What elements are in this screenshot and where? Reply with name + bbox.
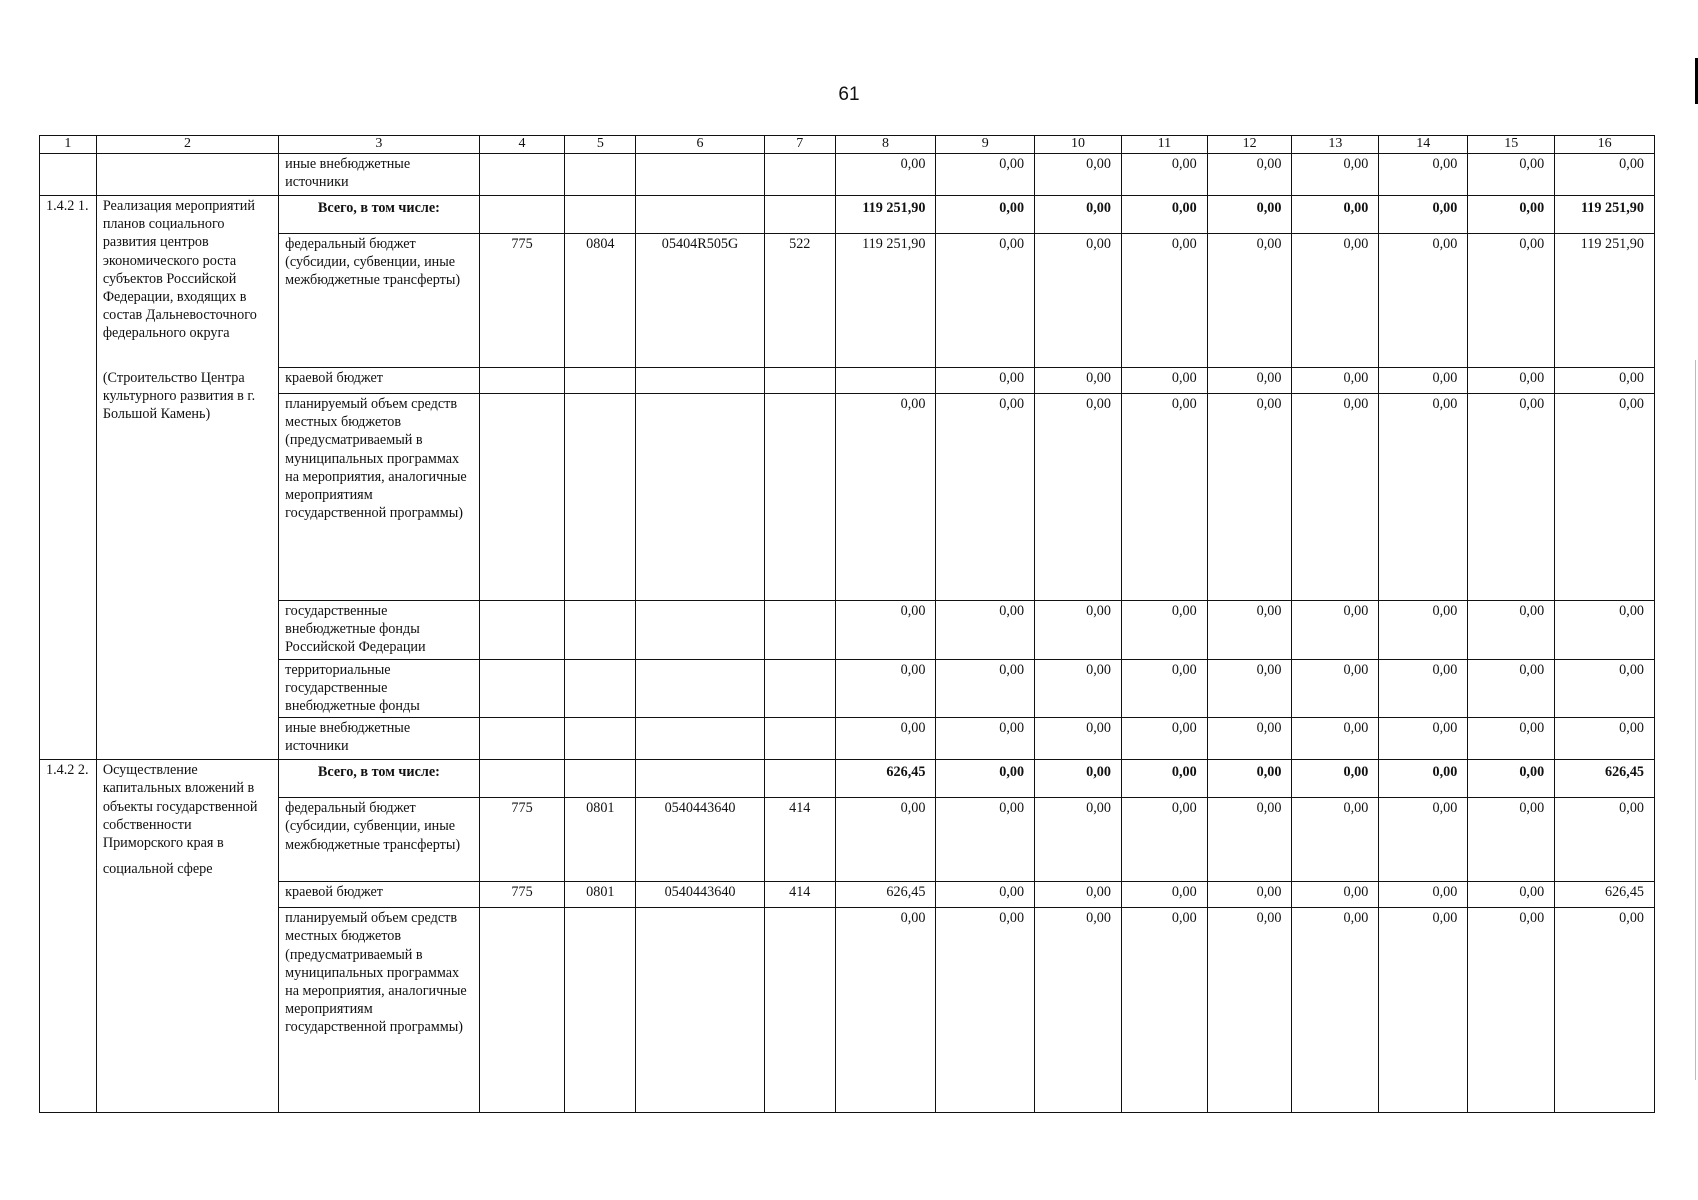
value-cell: 0,00 (1555, 394, 1655, 601)
value-cell: 0,00 (936, 234, 1035, 368)
code-cell: 414 (764, 798, 835, 882)
measure-subtitle: (Строительство Центра культурного развития в г. Большой Камень) (102, 369, 256, 423)
value-cell (835, 368, 936, 394)
value-cell: 0,00 (1035, 659, 1122, 718)
value-cell: 0,00 (1207, 882, 1292, 908)
value-cell: 0,00 (1292, 368, 1379, 394)
value-cell: 626,45 (835, 882, 936, 908)
value-cell: 0,00 (1468, 368, 1555, 394)
column-header: 16 (1555, 136, 1655, 154)
source-label: планируемый объем средств местных бюджетов (предусматриваемый в муниципальных программах на мероприятия, аналогичные мероприятиям государственной программы) (279, 908, 480, 1113)
value-cell: 0,00 (1379, 601, 1468, 660)
total-value: 0,00 (936, 760, 1035, 798)
value-cell: 0,00 (1468, 659, 1555, 718)
total-value: 0,00 (1468, 196, 1555, 234)
code-cell: 0804 (565, 234, 636, 368)
source-label: иные внебюджетные источники (279, 718, 480, 760)
code-cell: 0801 (565, 798, 636, 882)
value-cell: 0,00 (835, 659, 936, 718)
total-value: 0,00 (1379, 760, 1468, 798)
value-cell: 0,00 (1379, 882, 1468, 908)
value-cell: 0,00 (1468, 154, 1555, 196)
measure-id: 1.4.2 2. (40, 760, 97, 1113)
column-header: 6 (636, 136, 765, 154)
value-cell: 0,00 (1121, 234, 1207, 368)
total-value: 0,00 (1035, 760, 1122, 798)
total-label: Всего, в том числе: (279, 760, 480, 798)
code-cell: 0540443640 (636, 798, 765, 882)
total-value: 0,00 (1121, 196, 1207, 234)
value-cell: 0,00 (1207, 659, 1292, 718)
column-header: 15 (1468, 136, 1555, 154)
measure-name (96, 760, 278, 1113)
value-cell: 0,00 (1035, 368, 1122, 394)
table-row (40, 760, 1655, 798)
total-value: 626,45 (835, 760, 936, 798)
column-header: 10 (1035, 136, 1122, 154)
total-value: 0,00 (1207, 760, 1292, 798)
value-cell: 0,00 (936, 659, 1035, 718)
source-label: краевой бюджет (279, 368, 480, 394)
value-cell: 0,00 (1379, 154, 1468, 196)
source-label: федеральный бюджет (субсидии, субвенции, иные межбюджетные трансферты) (279, 234, 480, 368)
page-number: 61 (838, 84, 860, 105)
value-cell: 0,00 (1121, 908, 1207, 1113)
value-cell: 626,45 (1555, 882, 1655, 908)
value-cell: 0,00 (1121, 798, 1207, 882)
value-cell: 0,00 (1207, 798, 1292, 882)
value-cell: 0,00 (1035, 908, 1122, 1113)
column-header: 9 (936, 136, 1035, 154)
column-header: 1 (40, 136, 97, 154)
value-cell: 0,00 (1207, 394, 1292, 601)
table-row (40, 394, 1655, 601)
value-cell: 119 251,90 (835, 234, 936, 368)
value-cell: 0,00 (1035, 718, 1122, 760)
value-cell: 0,00 (1292, 908, 1379, 1113)
measure-title: Реализация мероприятий планов социального развития центров экономического роста субъектов Российской Федерации, входящих в состав Дальневосточного федерального округа (102, 198, 257, 342)
measure-subtitle: социальной сфере (102, 861, 213, 878)
value-cell: 0,00 (1468, 798, 1555, 882)
value-cell: 0,00 (1468, 882, 1555, 908)
value-cell: 0,00 (1555, 368, 1655, 394)
table-row (40, 798, 1655, 882)
column-header: 11 (1121, 136, 1207, 154)
value-cell: 0,00 (1468, 908, 1555, 1113)
total-value: 0,00 (1468, 760, 1555, 798)
value-cell: 0,00 (1379, 394, 1468, 601)
value-cell: 0,00 (1121, 659, 1207, 718)
value-cell: 0,00 (1292, 718, 1379, 760)
value-cell: 0,00 (936, 798, 1035, 882)
total-value: 0,00 (1121, 760, 1207, 798)
table-row (40, 718, 1655, 760)
value-cell: 0,00 (1035, 154, 1122, 196)
total-value: 0,00 (1379, 196, 1468, 234)
total-value: 0,00 (936, 196, 1035, 234)
measure-name (96, 196, 278, 760)
budget-table (39, 135, 1655, 1113)
value-cell: 0,00 (1207, 234, 1292, 368)
table-row (40, 601, 1655, 660)
value-cell: 0,00 (1379, 234, 1468, 368)
value-cell: 0,00 (835, 718, 936, 760)
value-cell: 0,00 (1292, 601, 1379, 660)
value-cell: 0,00 (1121, 154, 1207, 196)
value-cell: 0,00 (936, 718, 1035, 760)
total-value: 119 251,90 (835, 196, 936, 234)
value-cell: 0,00 (1555, 908, 1655, 1113)
value-cell: 0,00 (1207, 908, 1292, 1113)
code-cell: 414 (764, 882, 835, 908)
column-header: 3 (279, 136, 480, 154)
table-row (40, 196, 1655, 234)
total-value: 119 251,90 (1555, 196, 1655, 234)
table-row (40, 908, 1655, 1113)
code-cell: 05404R505G (636, 234, 765, 368)
table-row (40, 368, 1655, 394)
value-cell: 0,00 (936, 908, 1035, 1113)
column-header: 5 (565, 136, 636, 154)
value-cell: 0,00 (1555, 154, 1655, 196)
value-cell: 0,00 (1468, 394, 1555, 601)
value-cell: 0,00 (1035, 234, 1122, 368)
column-header: 13 (1292, 136, 1379, 154)
value-cell: 0,00 (835, 908, 936, 1113)
source-label: планируемый объем средств местных бюджетов (предусматриваемый в муниципальных программах на мероприятия, аналогичные мероприятиям государственной программы) (279, 394, 480, 601)
value-cell: 0,00 (1555, 659, 1655, 718)
value-cell: 0,00 (936, 368, 1035, 394)
value-cell: 0,00 (1292, 659, 1379, 718)
value-cell: 0,00 (1292, 394, 1379, 601)
value-cell: 0,00 (1292, 798, 1379, 882)
value-cell: 0,00 (835, 798, 936, 882)
value-cell: 0,00 (1121, 718, 1207, 760)
value-cell: 0,00 (936, 882, 1035, 908)
total-value: 0,00 (1035, 196, 1122, 234)
value-cell: 0,00 (1207, 368, 1292, 394)
source-label: краевой бюджет (279, 882, 480, 908)
value-cell: 0,00 (1379, 798, 1468, 882)
column-header: 2 (96, 136, 278, 154)
total-value: 0,00 (1292, 760, 1379, 798)
value-cell: 0,00 (1121, 601, 1207, 660)
measure-id: 1.4.2 1. (40, 196, 97, 760)
code-cell: 522 (764, 234, 835, 368)
value-cell: 0,00 (1379, 659, 1468, 718)
source-label: государственные внебюджетные фонды Российской Федерации (279, 601, 480, 660)
value-cell: 0,00 (1379, 908, 1468, 1113)
value-cell: 0,00 (1555, 601, 1655, 660)
value-cell: 0,00 (1555, 798, 1655, 882)
value-cell: 0,00 (1292, 882, 1379, 908)
value-cell: 0,00 (1121, 368, 1207, 394)
source-label: федеральный бюджет (субсидии, субвенции, иные межбюджетные трансферты) (279, 798, 480, 882)
total-label: Всего, в том числе: (279, 196, 480, 234)
table-row (40, 154, 1655, 196)
value-cell: 0,00 (1292, 234, 1379, 368)
source-label: иные внебюджетные источники (279, 154, 480, 196)
value-cell: 0,00 (1292, 154, 1379, 196)
source-label: территориальные государственные внебюджетные фонды (279, 659, 480, 718)
value-cell: 0,00 (936, 394, 1035, 601)
value-cell: 0,00 (936, 154, 1035, 196)
column-number-row (40, 136, 1655, 154)
code-cell: 775 (479, 882, 565, 908)
value-cell: 0,00 (1555, 718, 1655, 760)
value-cell: 119 251,90 (1555, 234, 1655, 368)
value-cell: 0,00 (1468, 601, 1555, 660)
measure-title: Осуществление капитальных вложений в объекты государственной собственности Приморского края в (102, 762, 258, 852)
code-cell: 775 (479, 234, 565, 368)
value-cell: 0,00 (1207, 718, 1292, 760)
column-header: 14 (1379, 136, 1468, 154)
value-cell: 0,00 (835, 154, 936, 196)
value-cell: 0,00 (1035, 882, 1122, 908)
table-row (40, 234, 1655, 368)
table-row (40, 882, 1655, 908)
value-cell: 0,00 (1468, 234, 1555, 368)
value-cell: 0,00 (835, 394, 936, 601)
column-header: 8 (835, 136, 936, 154)
scan-edge-line (1695, 360, 1696, 1080)
value-cell: 0,00 (1121, 394, 1207, 601)
value-cell: 0,00 (1035, 601, 1122, 660)
value-cell: 0,00 (1379, 718, 1468, 760)
column-header: 4 (479, 136, 565, 154)
table-row (40, 659, 1655, 718)
value-cell: 0,00 (835, 601, 936, 660)
column-header: 12 (1207, 136, 1292, 154)
code-cell: 775 (479, 798, 565, 882)
value-cell: 0,00 (1207, 601, 1292, 660)
code-cell: 0540443640 (636, 882, 765, 908)
code-cell: 0801 (565, 882, 636, 908)
value-cell: 0,00 (1035, 394, 1122, 601)
value-cell: 0,00 (1468, 718, 1555, 760)
total-value: 0,00 (1292, 196, 1379, 234)
total-value: 626,45 (1555, 760, 1655, 798)
column-header: 7 (764, 136, 835, 154)
value-cell: 0,00 (1035, 798, 1122, 882)
value-cell: 0,00 (1121, 882, 1207, 908)
value-cell: 0,00 (1207, 154, 1292, 196)
value-cell: 0,00 (1379, 368, 1468, 394)
total-value: 0,00 (1207, 196, 1292, 234)
value-cell: 0,00 (936, 601, 1035, 660)
